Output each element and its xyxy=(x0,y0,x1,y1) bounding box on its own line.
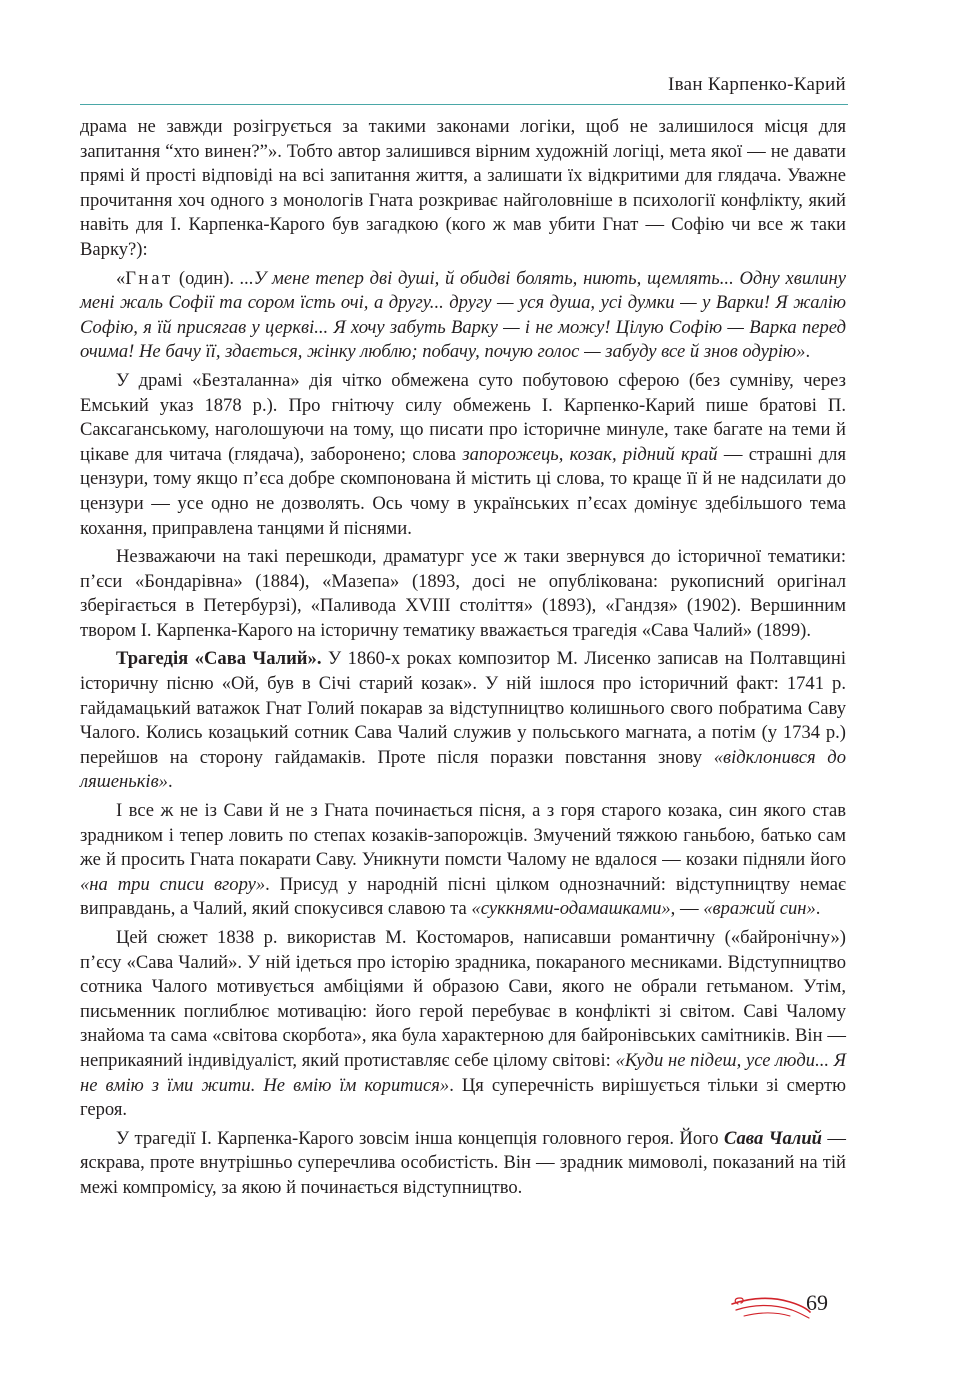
paragraph-8-bold-italic-text: Сава Чалий xyxy=(723,1127,823,1149)
paragraph-1: драма не завжди розігрується за такими законами логіки, щоб не залишилося місця для запитання “хто винен?”». Тобто автор залишився вірним художній логіці, мета якої — не давати прямі й прості відповіді на всі запитання життя, а залишати їх відкритими для глядача. Уважне прочитання хоч одного з монологів Гната розкриває найголовніше в психології конфлікту, який навіть для І. Карпенка-Карого був загадкою (кого ж мав убити Гнат — Софію чи все ж таки Варку?): xyxy=(80,116,846,260)
paragraph-8-text-a: У трагедії І. Карпенка-Карого зовсім інша концепція головного героя. Його xyxy=(116,1127,724,1149)
paragraph-3-text-a: У драмі «Безталанна» дія чітко обмежена суто побутовою сферою (без сумніву, через Емський указ 1878 р.). Про гнітючу силу обмежень І. Карпенко-Карий пише братові П. Саксаганському, наголошуючи на тому, що писати про історичне минуле, таке багате на теми й цікаве для читача (глядача), заборонено; слова xyxy=(80,369,846,465)
paragraph-8-bold-italic xyxy=(724,1128,822,1149)
paragraph-5 xyxy=(80,647,846,795)
paragraph-6-italic-2: «суккнями-одамашками» xyxy=(471,898,671,920)
paragraph-6-text-b: . Присуд у народній пісні цілком однозначний: відступництву немає виправдань, а Чалий, який спокусився славою та xyxy=(80,873,846,920)
quote-paragraph xyxy=(80,267,846,365)
quote-end: . xyxy=(805,341,811,363)
paragraph-6 xyxy=(80,799,846,922)
paragraph-7 xyxy=(80,926,846,1123)
page-number: 69 xyxy=(806,1290,828,1315)
paragraph-3 xyxy=(80,369,846,541)
paragraph-3-italic: запорожець, козак, рідний край xyxy=(462,443,718,465)
quote-open: « xyxy=(116,267,126,289)
paragraph-8 xyxy=(80,1127,846,1201)
paragraph-3-text-b: — страшні для цензури, тому якщо п’єса добре скомпонована й містить ці слова, то краще її й не надсилати до цензури — усе одно не дозволять. Ось чому в українських п’єсах домінує здебільшого тема кохання, приправлена танцями й піснями. xyxy=(80,443,846,539)
paragraph-7-italic: «Куди не підеш, усе люди... Я не вмію з їми жити. Не вмію їм коритися» xyxy=(80,1049,846,1096)
section-heading: Трагедія «Сава Чалий». xyxy=(116,648,322,670)
paragraph-6-text-c: , — xyxy=(670,898,704,920)
paragraph-5-italic: «відклонився до ляшеньків» xyxy=(80,746,846,793)
page-body xyxy=(80,115,846,1205)
paragraph-6-italic-3: «вражий син» xyxy=(703,898,816,920)
paragraph-5-end: . xyxy=(167,771,173,793)
paragraph-8-text-b: — яскрава, проте внутрішньо суперечлива особистість. Він — зрадник мимоволі, показаний на тій межі компромісу, за якою й починається відступництво. xyxy=(80,1127,846,1198)
paragraph-7-text-b: . Ця суперечність вирішується тільки зі смертю героя. xyxy=(80,1074,846,1121)
speaker-name: Гнат xyxy=(125,267,174,289)
paragraph-5-text-a: У 1860-х роках композитор М. Лисенко записав на Полтавщині історичну пісню «Ой, був в Січі старий козак». У ній ішлося про історичний факт: 1741 р. гайдамацький ватажок Гнат Голий покарав за відступництво колишнього свого побратима Саву Чалого. Колись козацький сотник Сава Чалий служив у польського магната, а потім (у 1734 р.) перейшов на сторону гайдамаків. Проте після поразки повстання знову xyxy=(80,648,846,768)
paragraph-6-italic-1: «на три списи вгору» xyxy=(80,873,266,895)
running-header: Іван Карпенко-Карий xyxy=(667,74,846,95)
quote-text: ...У мене тепер дві душі, й обидві болять, ниють, щемлять... Одну хвилину мені жаль Софії та сором їсть очі, а другу... другу — уся душа, усі думки — у Варки! Я жалію Софію, я їй присягав у церкві... Я хочу забуть Варку — і не можу! Цілую Софію — Варка перед очима! Не бачу її, здається, жінку люблю; побачу, почую голос — забуду все й знов одурію» xyxy=(80,267,847,363)
header-rule xyxy=(80,104,848,105)
paragraph-4: Незважаючи на такі перешкоди, драматург усе ж таки звернувся до історичної тематики: п’єси «Бондарівна» (1884), «Мазепа» (1893, досі не опублікована: рукописний оригінал зберігається в Петербурзі), «Паливода XVIII століття» (1893), «Гандзя» (1902). Вершинним твором І. Карпенка-Карого на історичну тематику вважається трагедія «Сава Чалий» (1899). xyxy=(80,546,846,641)
paragraph-6-text-a: І все ж не із Сави й не з Гната починається пісня, а з горя старого козака, син якого став зрадником і тепер ловить по степах козаків-запорожців. Змучений тяжкою ганьбою, батько сам же й просить Гната покарати Саву. Уникнути помсти Чалому не вдалося — козаки підняли його xyxy=(80,800,846,871)
paragraph-7-text-a: Цей сюжет 1838 р. використав М. Костомаров, написавши романтичну («байронічну») п’єсу «Сава Чалий». У ній ідеться про історію зрадника, покараного месниками. Відступництво сотника Чалого мотивується амбіціями й образою Сави, якого не обрали гетьманом. Утім, письменник поглиблює мотивацію: його герой перебуває в конфлікті зі світом. Саві Чалому знайома та сама «світова скорбота», яка була характерною для байронівських самітників. Він — неприкаяний індивідуаліст, який протиставляє себе цілому світові: xyxy=(80,927,846,1071)
red-swirl-ornament-icon xyxy=(730,1290,812,1326)
paragraph-6-end: . xyxy=(815,898,821,920)
stage-direction: (один). xyxy=(173,267,240,289)
